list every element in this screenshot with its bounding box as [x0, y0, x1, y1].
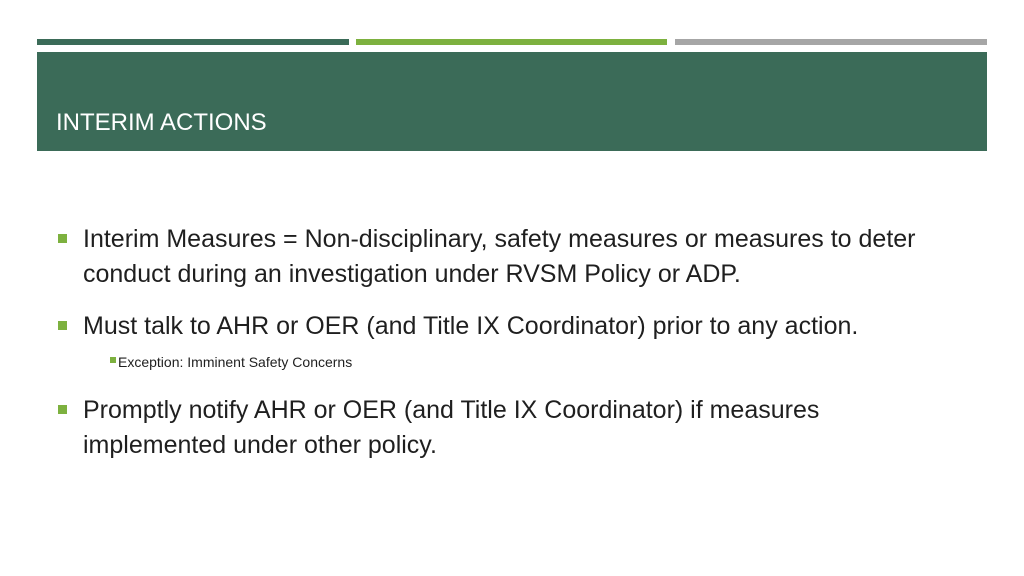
sub-bullet-list	[83, 348, 958, 376]
sub-bullet-text: Exception: Imminent Safety Concerns	[118, 354, 353, 370]
sub-bullet-item	[110, 348, 958, 376]
accent-bar-green	[356, 39, 667, 45]
slide-title: INTERIM ACTIONS	[56, 109, 267, 136]
bullet-square-icon	[58, 234, 67, 243]
sub-bullet-square-icon	[110, 357, 116, 363]
bullet-item	[58, 222, 958, 292]
bullet-square-icon	[58, 321, 67, 330]
bullet-text: Must talk to AHR or OER (and Title IX Coordinator) prior to any action.	[83, 312, 859, 340]
title-band	[37, 52, 987, 151]
bullet-square-icon	[58, 405, 67, 414]
bullet-list	[58, 222, 958, 463]
accent-bar-dark	[37, 39, 349, 45]
bullet-text: Promptly notify AHR or OER (and Title IX Coordinator) if measures implemented under other policy.	[83, 396, 820, 459]
accent-bar-gray	[675, 39, 987, 45]
bullet-item	[58, 393, 958, 463]
bullet-item	[58, 309, 958, 376]
bullet-text: Interim Measures = Non-disciplinary, safety measures or measures to deter conduct during an investigation under RVSM Policy or ADP.	[83, 225, 916, 288]
